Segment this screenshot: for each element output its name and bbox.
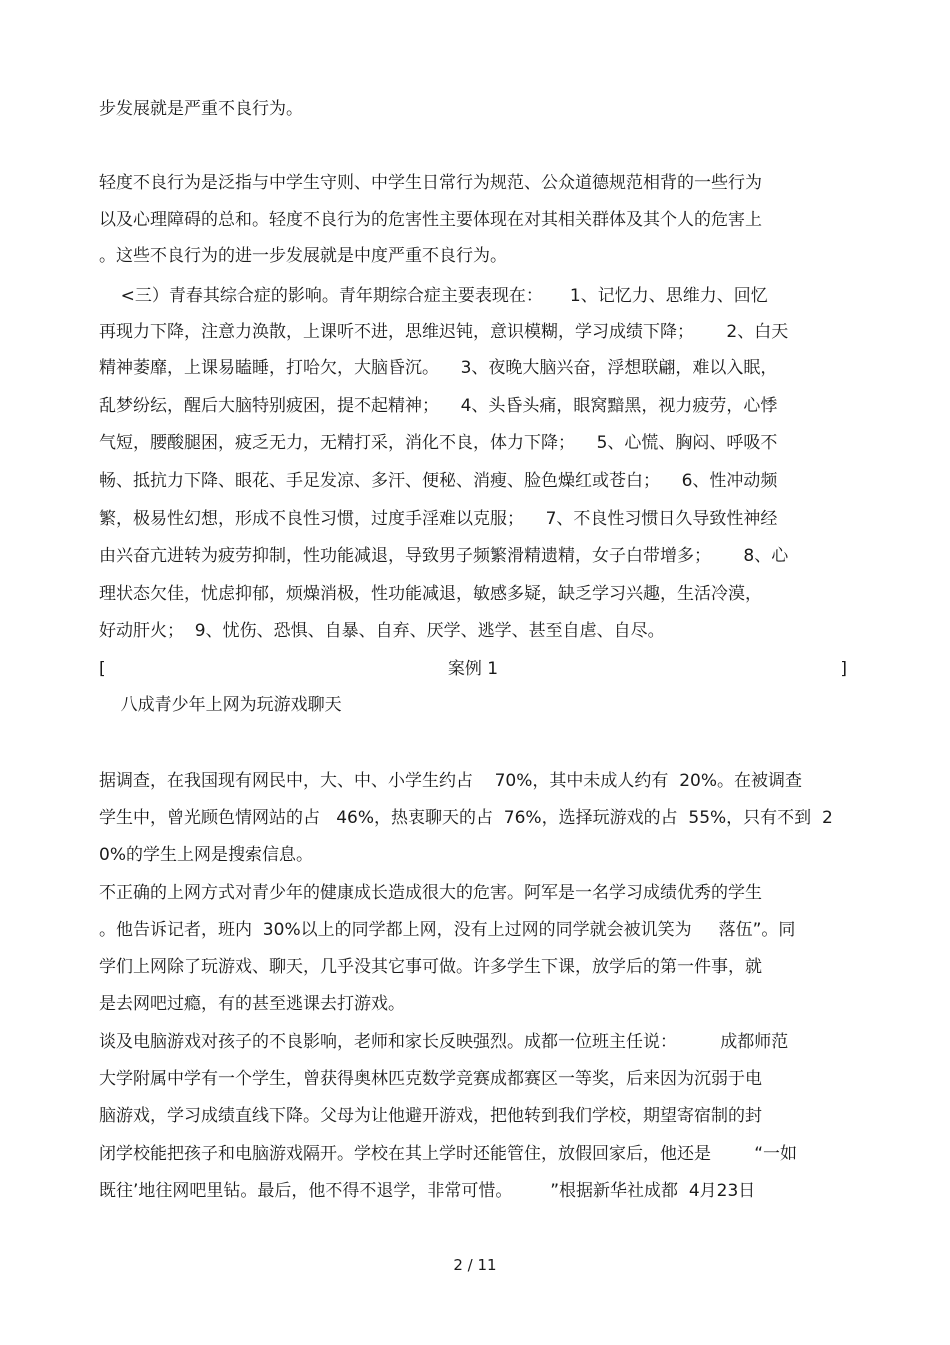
case-right-bracket: ] bbox=[840, 659, 847, 679]
case-heading bbox=[99, 658, 847, 680]
text-line: <三）青春其综合症的影响。青年期综合症主要表现在： 1、记忆力、思维力、回忆 bbox=[99, 286, 768, 306]
text-line: 再现力下降，注意力涣散，上课听不进，思维迟钝，意识模糊，学习成绩下降； 2、白天 bbox=[99, 322, 789, 342]
text-line: 气短，腰酸腿困，疲乏无力，无精打采，消化不良，体力下降； 5、心慌、胸闷、呼吸不 bbox=[99, 433, 778, 453]
text-line: 学生中，曾光顾色情网站的占 46%，热衷聊天的占 76%，选择玩游戏的占 55%，只有不到 2 bbox=[99, 808, 833, 828]
text-line: 学们上网除了玩游戏、聊天，几乎没其它事可做。许多学生下课，放学后的第一件事，就 bbox=[99, 957, 762, 977]
text-line: 理状态欠佳，忧虑抑郁，烦燥消极，性功能减退，敏感多疑，缺乏学习兴趣，生活冷漠， bbox=[99, 584, 762, 604]
text-line: 。他告诉记者，班内 30%以上的同学都上网，没有上过网的同学就会被讥笑为 落伍”。同 bbox=[99, 920, 796, 940]
text-line: 不正确的上网方式对青少年的健康成长造成很大的危害。阿军是一名学习成绩优秀的学生 bbox=[99, 883, 762, 903]
text-line: 据调查，在我国现有网民中，大、中、小学生约占 70%，其中未成人约有 20%。在被调查 bbox=[99, 771, 802, 791]
text-line: 好动肝火； 9、忧伤、恐惧、自暴、自弃、厌学、逃学、甚至自虐、自尽。 bbox=[99, 621, 665, 641]
text-line: 步发展就是严重不良行为。 bbox=[99, 99, 303, 119]
text-line: 0%的学生上网是搜索信息。 bbox=[99, 845, 313, 865]
page-number: 2 / 11 bbox=[453, 1256, 497, 1274]
text-line: 既往’地往网吧里钻。最后，他不得不退学，非常可惜。 ”根据新华社成都 4月23日 bbox=[99, 1181, 756, 1201]
case-title: 案例 1 bbox=[447, 659, 499, 679]
text-line: 以及心理障碍的总和。轻度不良行为的危害性主要体现在对其相关群体及其个人的危害上 bbox=[99, 210, 762, 230]
text-line: 脑游戏，学习成绩直线下降。父母为让他避开游戏，把他转到我们学校，期望寄宿制的封 bbox=[99, 1106, 762, 1126]
text-line: 轻度不良行为是泛指与中学生守则、中学生日常行为规范、公众道德规范相背的一些行为 bbox=[99, 173, 762, 193]
text-line: 闭学校能把孩子和电脑游戏隔开。学校在其上学时还能管住，放假回家后，他还是 “一如 bbox=[99, 1144, 798, 1164]
text-line: 大学附属中学有一个学生，曾获得奥林匹克数学竞赛成都赛区一等奖，后来因为沉弱于电 bbox=[99, 1069, 762, 1089]
text-line: 畅、抵抗力下降、眼花、手足发凉、多汗、便秘、消瘦、脸色燥红或苍白； 6、性冲动频 bbox=[99, 471, 778, 491]
case-subtitle: 八成青少年上网为玩游戏聊天 bbox=[99, 695, 342, 715]
text-line: 是去网吧过瘾，有的甚至逃课去打游戏。 bbox=[99, 994, 405, 1014]
text-line: 繁，极易性幻想，形成不良性习惯，过度手淫难以克服； 7、不良性习惯日久导致性神经 bbox=[99, 509, 778, 529]
text-line: 由兴奋亢进转为疲劳抑制，性功能减退，导致男子频繁滑精遗精，女子白带增多； 8、心 bbox=[99, 546, 789, 566]
case-left-bracket: [ bbox=[99, 659, 106, 679]
text-line: 精神萎靡，上课易瞌睡，打哈欠，大脑昏沉。 3、夜晚大脑兴奋，浮想联翩，难以入眠， bbox=[99, 358, 778, 378]
text-line: 。这些不良行为的进一步发展就是中度严重不良行为。 bbox=[99, 246, 507, 266]
text-line: 谈及电脑游戏对孩子的不良影响，老师和家长反映强烈。成都一位班主任说： 成都师范 bbox=[99, 1032, 789, 1052]
text-line: 乱梦纷纭，醒后大脑特别疲困，提不起精神； 4、头昏头痛，眼窝黯黑，视力疲劳，心悸 bbox=[99, 396, 778, 416]
